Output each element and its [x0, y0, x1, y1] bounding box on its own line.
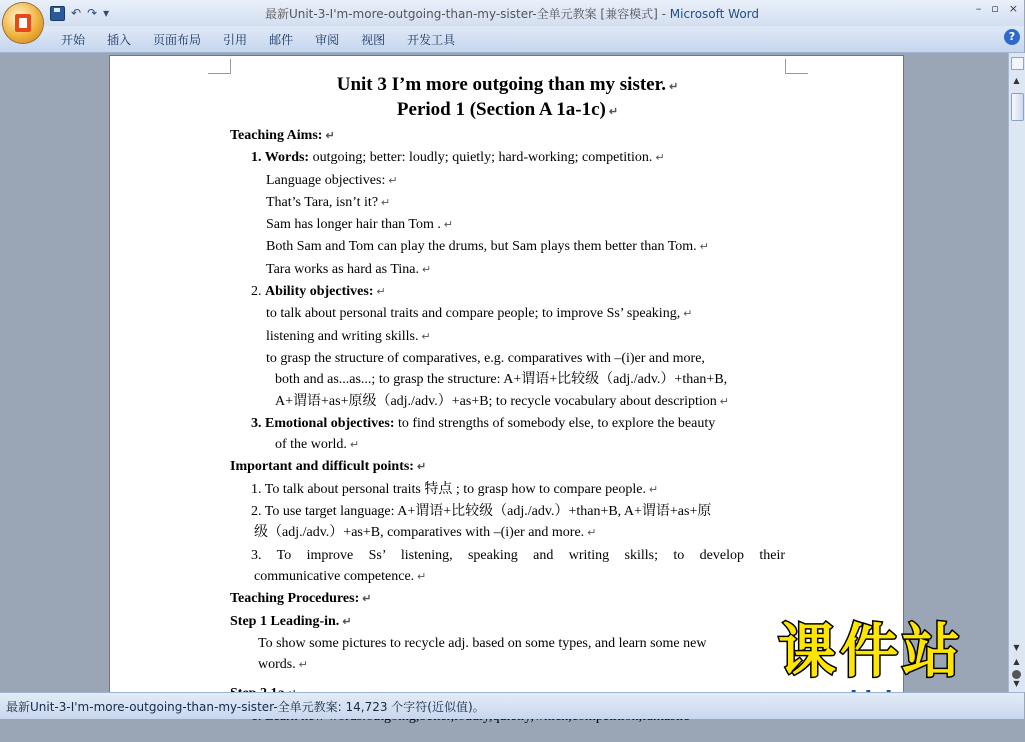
language-line: That’s Tara, isn’t it? ↵	[266, 194, 391, 210]
status-text: 最新Unit-3-I'm-more-outgoing-than-my-sister-全单元教案: 14,723 个字符(近似值)。	[6, 700, 485, 714]
ribbon-tabs	[0, 26, 1024, 53]
language-line: Both Sam and Tom can play the drums, but Sam plays them better than Tom. ↵	[266, 239, 709, 255]
help-icon[interactable]: ?	[1004, 29, 1020, 45]
procedures-heading: Teaching Procedures: ↵	[230, 591, 372, 607]
customize-qat-icon[interactable]: ▾	[103, 6, 110, 20]
document-body[interactable]	[230, 74, 785, 727]
previous-page-icon[interactable]: ▲	[1013, 657, 1020, 666]
emotional-line: 3. Emotional objectives: to find strengths of somebody else, to explore the beauty	[251, 415, 716, 431]
language-objectives: Language objectives: ↵	[266, 172, 398, 188]
margin-corner-mark	[208, 59, 231, 74]
important-line: 3. To improve Ss’ listening, speaking and writing skills; to develop their	[251, 547, 785, 563]
doc-title: Unit 3 I’m more outgoing than my sister. ↵	[336, 74, 679, 95]
step1-line: words. ↵	[258, 657, 308, 673]
step1-heading: Step 1 Leading-in. ↵	[230, 613, 352, 629]
app-name: Microsoft Word	[669, 7, 760, 21]
tab-mailings[interactable]: 邮件	[269, 33, 294, 47]
office-button[interactable]	[3, 3, 43, 43]
window-title	[0, 5, 1024, 22]
ability-line: both and as...as...; to grasp the structure: A+谓语+比较级（adj./adv.）+than+B,	[275, 372, 728, 388]
watermark-logo	[768, 618, 1008, 742]
emotional-line: of the world. ↵	[275, 437, 360, 453]
document-name: 最新Unit-3-I'm-more-outgoing-than-my-sister-全单元教案 [兼容模式] -	[264, 7, 670, 21]
tab-home[interactable]: 开始	[61, 33, 86, 47]
tab-insert[interactable]: 插入	[107, 33, 132, 47]
close-button[interactable]: ×	[1008, 2, 1018, 15]
ability-line: to talk about personal traits and compare people; to improve Ss’ speaking, ↵	[266, 306, 693, 322]
undo-icon[interactable]: ↶	[71, 6, 82, 20]
margin-corner-mark	[785, 59, 808, 74]
doc-period: Period 1 (Section A 1a-1c) ↵	[396, 99, 619, 120]
status-bar	[0, 692, 1024, 719]
title-bar	[0, 0, 1024, 26]
next-page-icon[interactable]: ▼	[1013, 679, 1020, 688]
minimize-button[interactable]: –	[975, 2, 982, 15]
tab-view[interactable]: 视图	[361, 33, 386, 47]
vertical-scrollbar[interactable]	[1008, 53, 1025, 692]
scroll-down-icon[interactable]: ▼	[1013, 643, 1020, 652]
step1-line: To show some pictures to recycle adj. based on some types, and learn some new	[258, 635, 707, 651]
important-line: 2. To use target language: A+谓语+比较级（adj./adv.）+than+B, A+谓语+as+原	[251, 504, 712, 520]
ability-line: listening and writing skills. ↵	[266, 328, 431, 344]
language-line: Tara works as hard as Tina. ↵	[266, 261, 432, 277]
tab-page-layout[interactable]: 页面布局	[153, 33, 202, 47]
window-controls	[976, 2, 1018, 15]
language-line: Sam has longer hair than Tom . ↵	[266, 217, 454, 233]
important-line: communicative competence. ↵	[254, 568, 427, 584]
document-workspace	[0, 53, 1008, 692]
ability-heading: 2. Ability objectives: ↵	[251, 284, 386, 300]
ability-line: to grasp the structure of comparatives, e.g. comparatives with –(i)er and more,	[266, 350, 705, 366]
select-browse-object-icon[interactable]	[1012, 670, 1021, 679]
important-line: 级（adj./adv.）+as+B, comparatives with –(i)er and more. ↵	[254, 525, 597, 541]
tab-references[interactable]: 引用	[223, 33, 248, 47]
important-line: 1. To talk about personal traits 特点 ; to grasp how to compare people. ↵	[251, 481, 659, 497]
ruler-toggle-icon[interactable]	[1011, 57, 1024, 70]
scroll-up-icon[interactable]: ▲	[1013, 76, 1020, 85]
scroll-thumb[interactable]	[1011, 93, 1024, 121]
ability-line: A+谓语+as+原级（adj./adv.）+as+B; to recycle vocabulary about description ↵	[275, 393, 729, 409]
restore-button[interactable]: ▫	[991, 2, 999, 15]
teaching-aims-heading: Teaching Aims: ↵	[230, 128, 335, 143]
tab-developer[interactable]: 开发工具	[407, 33, 456, 47]
words-line: 1. Words: outgoing; better: loudly; quietly; hard-working; competition. ↵	[251, 150, 665, 166]
redo-icon[interactable]: ↷	[87, 6, 98, 20]
important-heading: Important and difficult points: ↵	[230, 459, 427, 475]
office-logo-icon	[15, 14, 31, 32]
tab-review[interactable]: 审阅	[315, 33, 340, 47]
watermark-text: 课件站	[778, 617, 965, 685]
